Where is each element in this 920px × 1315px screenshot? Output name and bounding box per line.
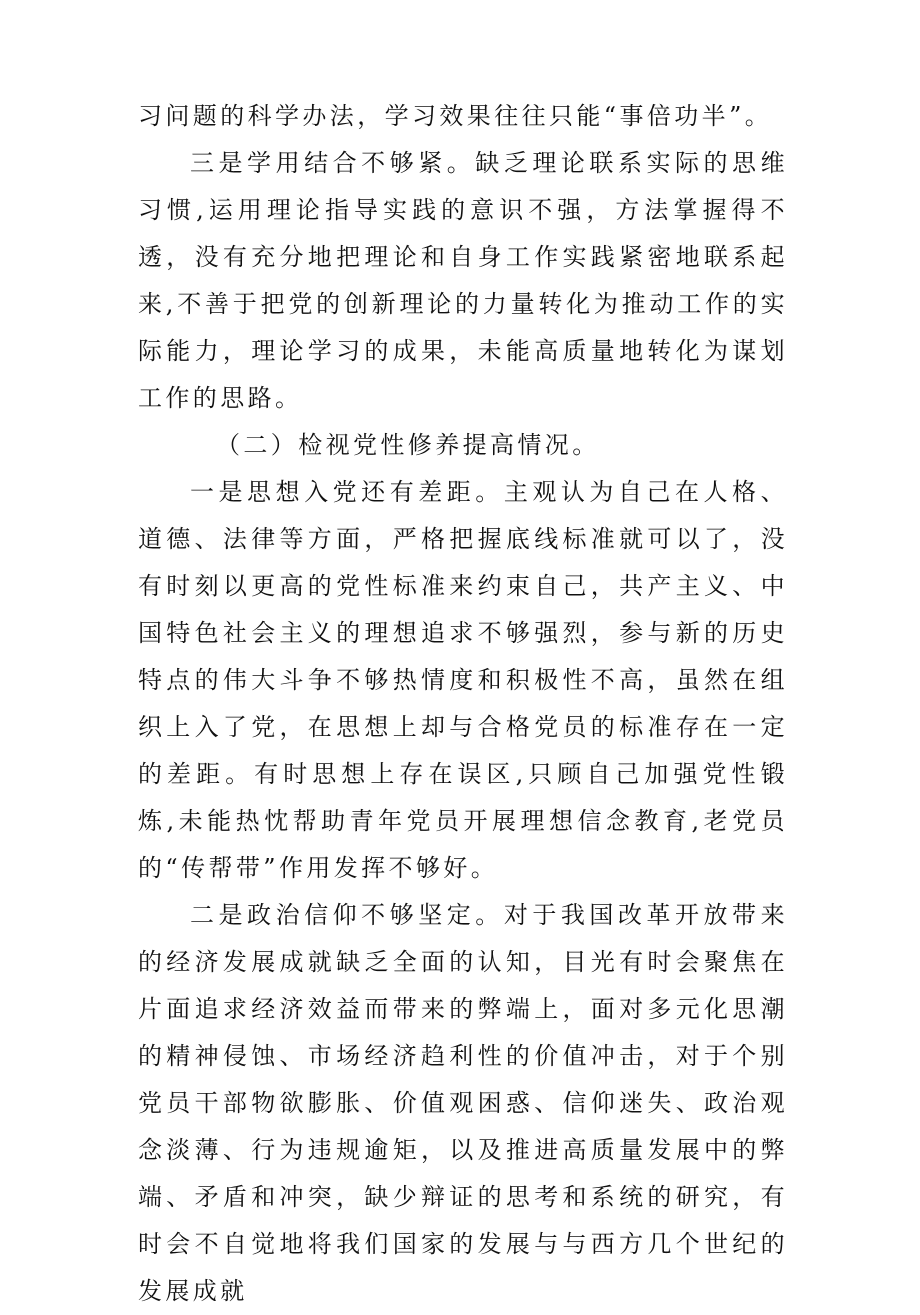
paragraph-political-belief: 二是政治信仰不够坚定。对于我国改革开放带来的经济发展成就缺乏全面的认知，目光有时会聚焦在片面追求经济效益而带来的弊端上，面对多元化思潮的精神侵蚀、市场经济趋利性的价值冲击，对于个别党员干部物欲膨胀、价值观困惑、信仰迷失、政治观念淡薄、行为违规逾矩，以及推进高质量发展中的弊端、矛盾和冲突，缺少辩证的思考和系统的研究，有时会不自觉地将我们国家的发展与与西方几个世纪的发展成就: [138, 901, 788, 1305]
paragraph-study-application: 三是学用结合不够紧。缺乏理论联系实际的思维习惯,运用理论指导实践的意识不强，方法掌握得不透，没有充分地把理论和自身工作实践紧密地联系起来,不善于把党的创新理论的力量转化为推动工作的实际能力，理论学习的成果，未能高质量地转化为谋划工作的思路。: [138, 149, 788, 412]
section-heading-party-spirit: （二）检视党性修养提高情况。: [216, 431, 600, 459]
document-body: [138, 93, 788, 1315]
paragraph-ideological-gap: 一是思想入党还有差距。主观认为自己在人格、道德、法律等方面，严格把握底线标准就可以了，没有时刻以更高的党性标准来约束自己，共产主义、中国特色社会主义的理想追求不够强烈，参与新的历史特点的伟大斗争不够热情度和积极性不高，虽然在组织上入了党，在思想上却与合格党员的标准存在一定的差距。有时思想上存在误区,只顾自己加强党性锻炼,未能热忱帮助青年党员开展理想信念教育,老党员的“传帮带”作用发挥不够好。: [138, 478, 788, 882]
paragraph-continuation: 习问题的科学办法，学习效果往往只能“事倍功半”。: [138, 102, 773, 130]
